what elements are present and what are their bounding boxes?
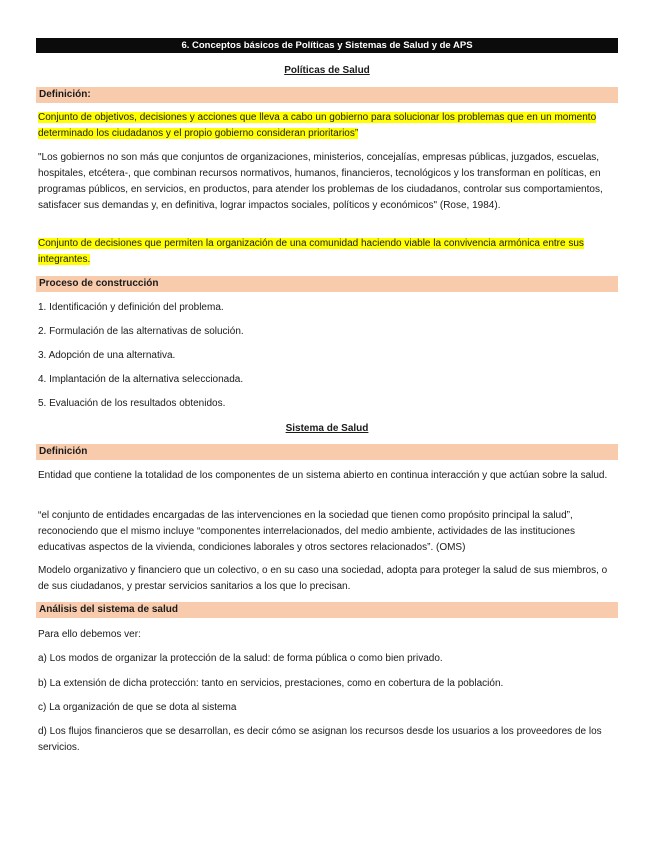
sistema-p2-oms: “el conjunto de entidades encargadas de las intervenciones en la sociedad que tienen como propósito principal la salud”, reconociendo que el mismo incluye “componentes interrelacionados, del medio ambiente, actividades de las instituciones educativas aspectos de la vivienda, condiciones laborales y otros sectores relacionados”. (OMS) bbox=[38, 510, 575, 553]
analisis-intro: Para ello debemos ver: bbox=[38, 629, 141, 640]
step-4: 4. Implantación de la alternativa seleccionada. bbox=[38, 374, 244, 385]
sistema-p3: Modelo organizativo y financiero que un colectivo, o en su caso una sociedad, adopta para proteger la salud de sus miembros, o de sus ciudadanos, y prestar servicios sanitarios a los que lo precisan. bbox=[38, 565, 608, 592]
politicas-definicion-band: Definición: bbox=[36, 87, 618, 103]
sistema-definicion-band: Definición bbox=[36, 444, 618, 460]
highlighted-text: Conjunto de decisiones que permiten la organización de una comunidad haciendo viable la convivencia armónica entre sus integrantes. bbox=[38, 238, 584, 265]
sistema-heading: Sistema de Salud bbox=[285, 423, 369, 434]
politicas-definition-2 bbox=[38, 236, 614, 268]
step-1: 1. Identificación y definición del problema. bbox=[38, 302, 224, 313]
highlighted-text: Conjunto de objetivos, decisiones y acciones que lleva a cabo un gobierno para solucionar los problemas que en un momento determinado los ciudadanos y el propio gobierno consideran prioritarios” bbox=[38, 112, 597, 139]
analisis-band: Análisis del sistema de salud bbox=[36, 602, 618, 618]
proceso-band: Proceso de construcción bbox=[36, 276, 618, 292]
document-title: 6. Conceptos básicos de Políticas y Sistemas de Salud y de APS bbox=[36, 38, 618, 53]
rose-quote: "Los gobiernos no son más que conjuntos de organizaciones, ministerios, concejalías, empresas públicas, juzgados, escuelas, hospitales, etcétera-, que combinan recursos normativos, humanos, financieros, tecnológicos y los transforman en políticas, en programas públicos, en servicios, en productos, para atender los problemas de los ciudadanos, controlar sus comportamientos, satisfacer sus demandas y, en definitiva, lograr impactos sociales, políticos y económicos" (Rose, 1984). bbox=[38, 152, 603, 211]
politicas-definition-1 bbox=[38, 110, 614, 142]
sistema-p1: Entidad que contiene la totalidad de los componentes de un sistema abierto en continua interacción y que actúan sobre la salud. bbox=[38, 470, 608, 481]
analisis-item-c: c) La organización de que se dota al sistema bbox=[38, 702, 237, 713]
analisis-item-a: a) Los modos de organizar la protección de la salud: de forma pública o como bien privado. bbox=[38, 653, 443, 664]
analisis-item-b: b) La extensión de dicha protección: tanto en servicios, prestaciones, como en cobertura de la población. bbox=[38, 678, 504, 689]
analisis-item-d: d) Los flujos financieros que se desarrollan, es decir cómo se asignan los recursos desde los usuarios a los proveedores de los servicios. bbox=[38, 726, 602, 753]
step-5: 5. Evaluación de los resultados obtenidos. bbox=[38, 398, 226, 409]
step-2: 2. Formulación de las alternativas de solución. bbox=[38, 326, 244, 337]
politicas-heading: Políticas de Salud bbox=[284, 65, 370, 76]
step-3: 3. Adopción de una alternativa. bbox=[38, 350, 176, 361]
